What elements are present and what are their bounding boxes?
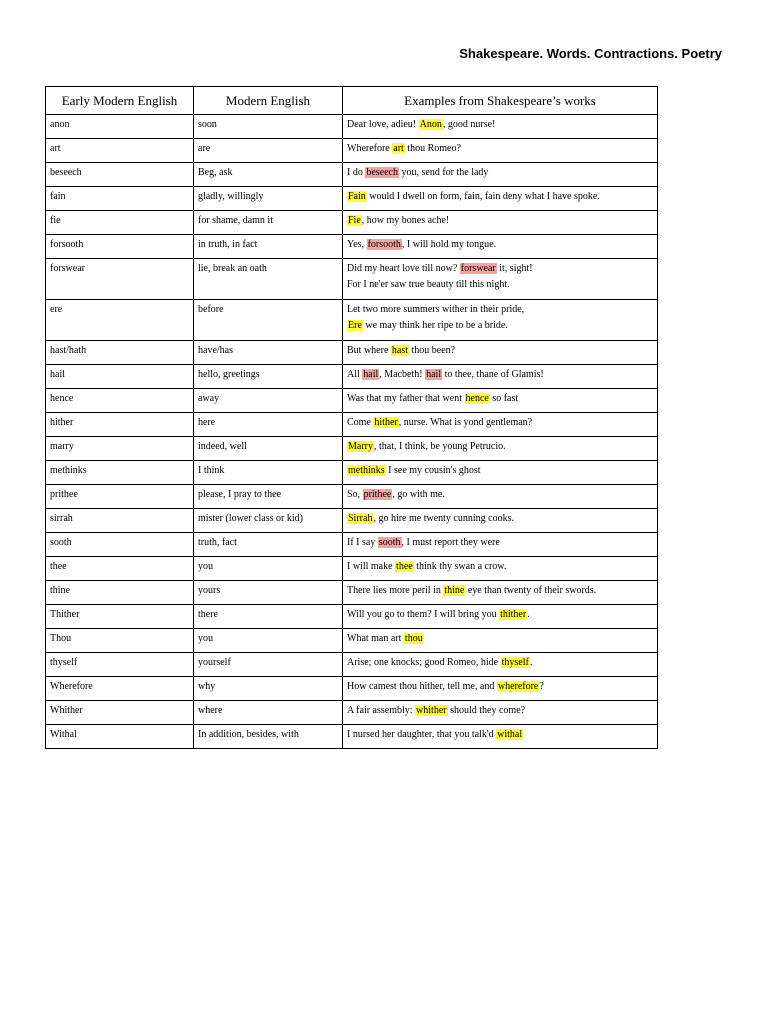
early-modern-word: beseech [46,163,194,187]
example-line [347,487,654,503]
table-header [46,87,658,115]
table-row [46,485,658,509]
modern-meaning: soon [194,115,343,139]
table-row [46,461,658,485]
modern-meaning: truth, fact [194,533,343,557]
highlighted-word: beseech [366,167,398,178]
table-row [46,725,658,749]
table-row [46,629,658,653]
highlighted-word: Anon [419,119,442,130]
example-text: What man art [347,633,404,644]
highlighted-word: thine [444,585,465,596]
modern-meaning: why [194,677,343,701]
example-quote [343,139,658,163]
example-quote [343,509,658,533]
example-line [347,415,654,431]
example-text: so fast [489,393,519,404]
example-text: For I ne'er saw true beauty till this night. [347,279,510,290]
table-row [46,557,658,581]
table-row [46,653,658,677]
example-text: I nursed her daughter, that you talk'd [347,729,497,740]
early-modern-word: hail [46,365,194,389]
example-text: you, send for the lady [399,167,489,178]
early-modern-word: thyself [46,653,194,677]
early-modern-word: marry [46,437,194,461]
example-text: Was that my father that went [347,393,465,404]
early-modern-word: prithee [46,485,194,509]
modern-meaning: mister (lower class or kid) [194,509,343,533]
table-row [46,163,658,187]
modern-meaning: gladly, willingly [194,187,343,211]
example-text: . [527,609,530,620]
modern-meaning: indeed, well [194,437,343,461]
example-text: Will you go to them? I will bring you [347,609,500,620]
early-modern-word: Wherefore [46,677,194,701]
example-text: thou been? [409,345,456,356]
early-modern-word: hast/hath [46,341,194,365]
early-modern-word: methinks [46,461,194,485]
table-row [46,341,658,365]
highlighted-word: Ere [348,320,362,331]
highlighted-word: forswear [460,263,496,274]
example-line [347,141,654,157]
table-row [46,581,658,605]
highlighted-word: hail [363,369,379,380]
example-text: eye than twenty of their swords. [465,585,597,596]
example-quote [343,677,658,701]
example-text: A fair assembly: [347,705,416,716]
example-text: All [347,369,363,380]
example-quote [343,605,658,629]
highlighted-word: hence [465,393,489,404]
table-row [46,413,658,437]
modern-meaning: hello, greetings [194,365,343,389]
table-row [46,259,658,300]
modern-meaning: for shame, damn it [194,211,343,235]
example-text: Arise; one knocks; good Romeo, hide [347,657,501,668]
example-line [347,165,654,181]
highlighted-word: forsooth [367,239,401,250]
modern-meaning: have/has [194,341,343,365]
example-line [347,535,654,551]
highlighted-word: hail [426,369,442,380]
example-text: should they come? [447,705,526,716]
highlighted-word: Fain [348,191,366,202]
example-text: Wherefore [347,143,393,154]
modern-meaning: yourself [194,653,343,677]
modern-meaning: where [194,701,343,725]
example-text: , go hire me twenty cunning cooks. [373,513,514,524]
example-line [347,237,654,253]
modern-meaning: please, I pray to thee [194,485,343,509]
highlighted-word: hither [374,417,398,428]
example-text: How camest thou hither, tell me, and [347,681,497,692]
example-text: ? [539,681,544,692]
early-modern-word: Withal [46,725,194,749]
example-line [347,607,654,623]
example-line [347,631,654,647]
example-text: think thy swan a crow. [413,561,507,572]
example-line [347,318,654,334]
example-quote [343,485,658,509]
table-row [46,437,658,461]
column-header-early-modern: Early Modern English [46,87,194,115]
example-text: to thee, thane of Glamis! [442,369,544,380]
table-row [46,605,658,629]
table-row [46,300,658,341]
highlighted-word: wherefore [497,681,539,692]
example-quote [343,557,658,581]
example-text: , I will hold my tongue. [401,239,497,250]
highlighted-word: prithee [363,489,392,500]
early-modern-word: art [46,139,194,163]
example-quote [343,653,658,677]
table-row [46,533,658,557]
example-text: , how my bones ache! [361,215,450,226]
table-row [46,365,658,389]
early-modern-word: Whither [46,701,194,725]
modern-meaning: you [194,557,343,581]
example-line [347,367,654,383]
highlighted-word: Sirrah [348,513,373,524]
table-row [46,115,658,139]
highlighted-word: hast [391,345,408,356]
example-quote [343,629,658,653]
example-text: , I must report they were [401,537,500,548]
early-modern-word: thee [46,557,194,581]
example-line [347,261,654,277]
example-text: Let two more summers wither in their pride, [347,304,525,315]
modern-meaning: you [194,629,343,653]
example-line [347,302,654,318]
table-row [46,139,658,163]
early-modern-word: fain [46,187,194,211]
example-quote [343,187,658,211]
example-line [347,679,654,695]
example-text: , good nurse! [442,119,496,130]
modern-meaning: there [194,605,343,629]
example-quote [343,461,658,485]
table-row [46,187,658,211]
example-text: Did my heart love till now? [347,263,460,274]
table-row [46,389,658,413]
example-quote [343,163,658,187]
example-text: we may think her ripe to be a bride. [362,320,508,331]
example-quote [343,389,658,413]
example-text: it, sight! [496,263,533,274]
example-line [347,391,654,407]
page-header-title: Shakespeare. Words. Contractions. Poetry [459,46,722,61]
modern-meaning: In addition, besides, with [194,725,343,749]
example-text: There lies more peril in [347,585,444,596]
early-modern-word: sirrah [46,509,194,533]
column-header-modern: Modern English [194,87,343,115]
modern-meaning: lie, break an oath [194,259,343,300]
highlighted-word: whither [416,705,447,716]
highlighted-word: thyself [501,657,529,668]
highlighted-word: Fie [348,215,361,226]
example-quote [343,115,658,139]
highlighted-word: art [393,143,404,154]
example-quote [343,437,658,461]
highlighted-word: sooth [378,537,401,548]
example-text: I do [347,167,366,178]
early-modern-word: Thou [46,629,194,653]
example-quote [343,300,658,341]
highlighted-word: Marry [348,441,373,452]
example-quote [343,725,658,749]
example-text: Yes, [347,239,367,250]
highlighted-word: thou [404,633,423,644]
example-text: But where [347,345,391,356]
example-quote [343,211,658,235]
early-modern-word: anon [46,115,194,139]
example-text: So, [347,489,363,500]
early-modern-word: fie [46,211,194,235]
example-line [347,559,654,575]
modern-meaning: here [194,413,343,437]
modern-meaning: away [194,389,343,413]
table-row [46,677,658,701]
highlighted-word: withal [497,729,523,740]
early-modern-word: ere [46,300,194,341]
example-line [347,343,654,359]
early-modern-word: hence [46,389,194,413]
example-quote [343,581,658,605]
early-modern-word: Thither [46,605,194,629]
column-header-examples: Examples from Shakespeare’s works [343,87,658,115]
example-quote [343,701,658,725]
example-text: would I dwell on form, fain, fain deny what I have spoke. [366,191,600,202]
example-line [347,703,654,719]
example-line [347,439,654,455]
table-row [46,509,658,533]
example-line [347,511,654,527]
example-line [347,463,654,479]
example-quote [343,341,658,365]
highlighted-word: methinks [348,465,385,476]
modern-meaning: yours [194,581,343,605]
table-row [46,235,658,259]
modern-meaning: in truth, in fact [194,235,343,259]
table-row [46,211,658,235]
table-body [46,115,658,749]
modern-meaning: I think [194,461,343,485]
example-line [347,189,654,205]
example-text: Dear love, adieu! [347,119,419,130]
early-modern-word: forswear [46,259,194,300]
example-line [347,213,654,229]
glossary-table [45,86,658,749]
example-line [347,117,654,133]
modern-meaning: Beg, ask [194,163,343,187]
example-text: I see my cousin's ghost [385,465,481,476]
highlighted-word: thither [500,609,527,620]
example-line [347,277,654,293]
example-text: If I say [347,537,378,548]
example-line [347,727,654,743]
example-quote [343,259,658,300]
example-text: Come [347,417,374,428]
example-quote [343,365,658,389]
modern-meaning: are [194,139,343,163]
example-quote [343,533,658,557]
highlighted-word: thee [396,561,413,572]
example-text: , Macbeth! [379,369,426,380]
example-text: , that, I think, be young Petrucio. [374,441,506,452]
early-modern-word: forsooth [46,235,194,259]
example-text: I will make [347,561,396,572]
example-text: , go with me. [392,489,445,500]
example-text: thou Romeo? [404,143,461,154]
early-modern-word: hither [46,413,194,437]
header-row [46,87,658,115]
example-quote [343,235,658,259]
example-quote [343,413,658,437]
modern-meaning: before [194,300,343,341]
example-text: . [529,657,533,668]
example-text: , nurse. What is yond gentleman? [398,417,533,428]
example-line [347,655,654,671]
early-modern-word: sooth [46,533,194,557]
table-row [46,701,658,725]
example-line [347,583,654,599]
early-modern-word: thine [46,581,194,605]
